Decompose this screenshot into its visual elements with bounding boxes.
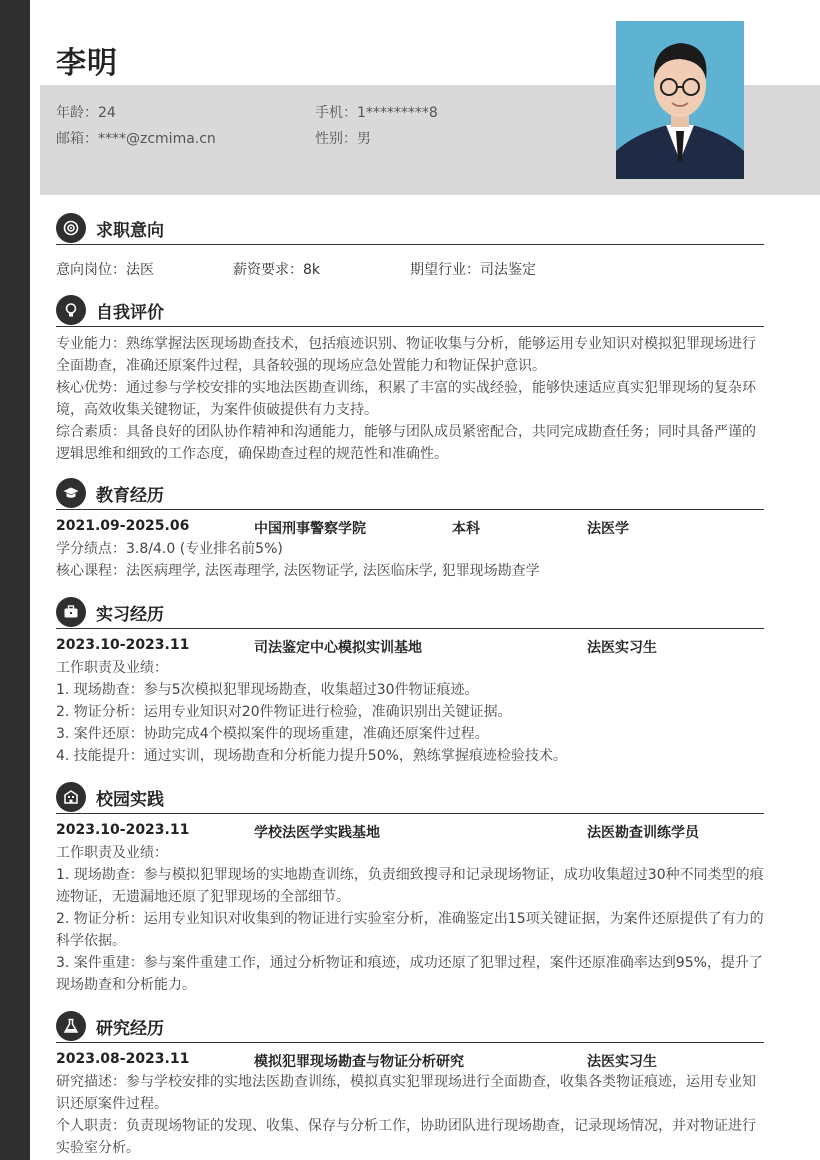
self-eval-paragraph: 专业能力：熟练掌握法医现场勘查技术，包括痕迹识别、物证收集与分析，能够运用专业知识对模拟犯罪现场进行全面勘查，准确还原案件过程，具备较强的现场应急处置能力和物证保护意识。 [56,336,756,374]
campus-row [56,820,764,842]
section-job-intent [56,212,764,279]
section-header [56,596,764,629]
education-row [56,516,764,538]
lightbulb-icon [56,295,86,325]
section-header [56,294,764,327]
self-eval-paragraph: 综合素质：具备良好的团队协作精神和沟通能力，能够与团队成员紧密配合，共同完成勘查任务；同时具备严谨的逻辑思维和细致的工作态度，确保勘查过程的规范性和准确性。 [56,424,756,462]
building-icon [56,782,86,812]
intent-position: 意向岗位：法医 [56,262,154,278]
campus-org: 学校法医学实践基地 [254,825,380,841]
section-header [56,781,764,814]
campus-period: 2023.10-2023.11 [56,822,190,838]
section-campus [56,781,764,996]
internship-detail: 2. 物证分析：运用专业知识对20件物证进行检验，准确识别出关键证据。 [56,704,512,720]
campus-detail: 3. 案件重建：参与案件重建工作，通过分析物证和痕迹，成功还原了犯罪过程，案件还原准确率达到95%，提升了现场勘查和分析能力。 [56,955,763,993]
section-header [56,212,764,245]
flask-icon [56,1011,86,1041]
age-field: 年龄：24 [56,105,116,121]
section-title: 求职意向 [96,221,164,241]
education-detail: 核心课程：法医病理学, 法医毒理学, 法医物证学, 法医临床学, 犯罪现场勘查学 [56,563,540,579]
job-intent-row [56,257,764,279]
internship-period: 2023.10-2023.11 [56,637,190,653]
research-detail: 个人职责：负责现场物证的发现、收集、保存与分析工作，协助团队进行现场勘查，记录现场情况，并对物证进行实验室分析。 [56,1118,756,1156]
section-title: 教育经历 [96,486,164,506]
section-title: 校园实践 [96,790,164,810]
section-internship [56,596,764,767]
target-icon [56,213,86,243]
research-topic: 模拟犯罪现场勘查与物证分析研究 [254,1054,464,1070]
section-header [56,1010,764,1043]
email-field: 邮箱：****@zcmima.cn [56,131,216,147]
internship-detail: 工作职责及业绩： [56,660,168,676]
internship-detail: 1. 现场勘查：参与5次模拟犯罪现场勘查，收集超过30件物证痕迹。 [56,682,479,698]
campus-detail: 工作职责及业绩： [56,845,168,861]
gender-field: 性别：男 [315,131,371,147]
graduation-cap-icon [56,478,86,508]
research-period: 2023.08-2023.11 [56,1051,190,1067]
internship-detail: 3. 案件还原：协助完成4个模拟案件的现场重建，准确还原案件过程。 [56,726,489,742]
internship-org: 司法鉴定中心模拟实训基地 [254,640,422,656]
internship-detail: 4. 技能提升：通过实训，现场勘查和分析能力提升50%，熟练掌握痕迹检验技术。 [56,748,567,764]
education-major: 法医学 [587,521,629,537]
section-self-eval [56,294,764,465]
section-research [56,1010,764,1159]
left-sidebar-bar [0,0,30,1160]
education-degree: 本科 [452,521,480,537]
section-education [56,477,764,582]
intent-salary: 薪资要求：8k [233,262,321,278]
campus-role: 法医勘查训练学员 [587,825,699,841]
candidate-name: 李明 [56,46,118,81]
education-school: 中国刑事警察学院 [254,521,366,537]
section-title: 自我评价 [96,303,164,323]
phone-field: 手机：1*********8 [315,105,438,121]
briefcase-icon [56,597,86,627]
campus-detail: 1. 现场勘查：参与模拟犯罪现场的实地勘查训练，负责细致搜寻和记录现场物证，成功收集超过30种不同类型的痕迹物证，无遗漏地还原了犯罪现场的全部细节。 [56,867,764,905]
section-header [56,477,764,510]
research-role: 法医实习生 [587,1054,657,1070]
education-period: 2021.09-2025.06 [56,518,190,534]
section-title: 研究经历 [96,1019,164,1039]
internship-row [56,635,764,657]
campus-detail: 2. 物证分析：运用专业知识对收集到的物证进行实验室分析，准确鉴定出15项关键证据，为案件还原提供了有力的科学依据。 [56,911,764,949]
self-eval-paragraph: 核心优势：通过参与学校安排的实地法医勘查训练，积累了丰富的实战经验，能够快速适应真实犯罪现场的复杂环境，高效收集关键物证，为案件侦破提供有力支持。 [56,380,756,418]
education-detail: 学分绩点：3.8/4.0 (专业排名前5%) [56,541,283,557]
profile-photo [616,21,744,179]
research-row [56,1049,764,1071]
research-detail: 研究描述：参与学校安排的实地法医勘查训练，模拟真实犯罪现场进行全面勘查，收集各类物证痕迹，运用专业知识还原案件过程。 [56,1074,756,1112]
internship-role: 法医实习生 [587,640,657,656]
section-title: 实习经历 [96,605,164,625]
intent-industry: 期望行业：司法鉴定 [410,262,536,278]
